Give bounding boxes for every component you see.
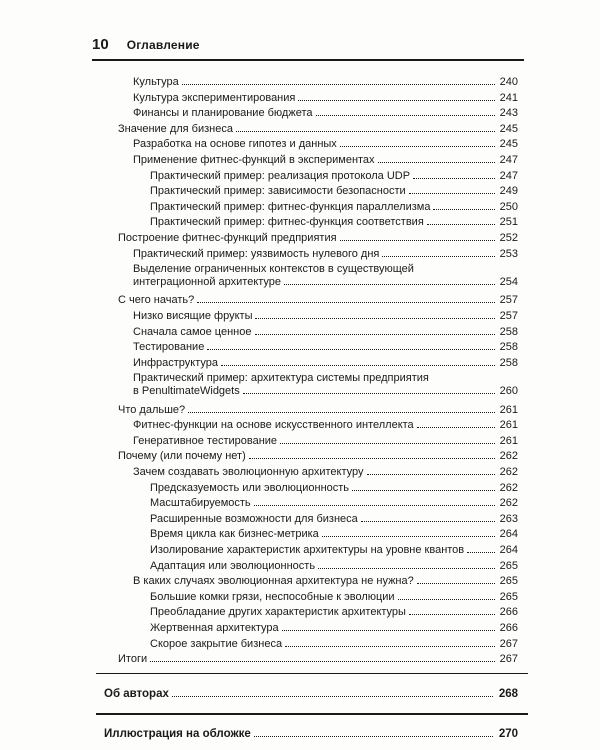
toc-entry-title: Финансы и планирование бюджета <box>133 107 313 120</box>
toc-entry-title: Время цикла как бизнес-метрика <box>150 528 319 541</box>
toc-entry-page: 262 <box>499 481 518 494</box>
dot-leader <box>188 411 495 413</box>
toc-entry-title: Значение для бизнеса <box>118 122 233 135</box>
dot-leader <box>417 582 495 584</box>
dot-leader <box>280 442 495 444</box>
toc-entry-page: 266 <box>499 622 518 634</box>
toc-entry-page: 258 <box>499 341 518 354</box>
toc-entry-page: 250 <box>499 200 518 213</box>
dot-leader <box>255 333 496 335</box>
toc-entry-title: В каких случаях эволюционная архитектура не нужна? <box>133 575 414 588</box>
toc-entry-title: Построение фитнес-функций предприятия <box>118 232 337 244</box>
toc-entry-page: 268 <box>498 687 518 700</box>
toc-entry-title: Тестирование <box>133 341 205 354</box>
toc-entry-page: 241 <box>499 91 518 104</box>
toc-entry-page: 265 <box>499 575 518 588</box>
dot-leader <box>318 567 495 569</box>
toc-entry-page: 258 <box>499 356 518 369</box>
toc-entry-page: 265 <box>499 559 518 572</box>
toc-entry-page: 260 <box>499 385 518 398</box>
toc-entry-page: 245 <box>499 138 518 151</box>
toc-entry-title: Сначала самое ценное <box>133 325 252 338</box>
toc-entry-title: Иллюстрация на обложке <box>104 728 251 741</box>
dot-leader <box>254 735 493 737</box>
dot-leader <box>413 177 495 179</box>
dot-leader <box>285 645 495 647</box>
toc-entry-title: Практический пример: реализация протокола UDP <box>150 169 411 182</box>
dot-leader <box>417 426 495 428</box>
toc-entry-page: 253 <box>499 247 518 260</box>
dot-leader <box>182 83 495 85</box>
toc-entry-page: 261 <box>499 403 518 416</box>
toc-entry-page: 266 <box>499 606 518 619</box>
toc-entry-page: 264 <box>499 544 518 556</box>
toc-entry-title: Преобладание других характеристик архитектуры <box>150 606 406 619</box>
toc-entry-page: 251 <box>499 216 518 229</box>
toc-entry-title: Масштабируемость <box>150 497 251 510</box>
dot-leader <box>398 598 495 600</box>
toc-entry-title: Низко висящие фрукты <box>133 310 253 322</box>
toc-entry-page: 240 <box>499 76 518 88</box>
toc-entry-title: Почему (или почему нет) <box>118 450 246 463</box>
toc-entry-page: 245 <box>499 122 518 135</box>
toc-entry-title: Культура экспериментирования <box>133 91 296 104</box>
toc-entry-title: Зачем создавать эволюционную архитектуру <box>133 466 364 478</box>
dot-leader <box>382 255 495 257</box>
dot-leader <box>352 489 495 491</box>
dot-leader <box>467 551 495 553</box>
toc-entry-page: 263 <box>499 512 518 525</box>
toc-entry-title: Инфраструктура <box>133 356 219 369</box>
toc-entry-page: 257 <box>499 310 518 322</box>
toc-entry-page: 267 <box>499 637 518 650</box>
toc-entry-page: 249 <box>499 185 518 198</box>
dot-leader <box>172 695 493 697</box>
dot-leader <box>427 223 495 225</box>
toc-entry-title: Об авторах <box>104 687 169 700</box>
toc-entry-title: Применение фитнес-функций в экспериментах <box>133 154 375 166</box>
toc-entry-page: 252 <box>499 232 518 244</box>
toc-entry-title: Практический пример: фитнес-функция соответствия <box>150 216 424 229</box>
toc-entry-title: Что дальше? <box>118 403 186 416</box>
toc-entry-title: интеграционной архитектуре <box>133 276 282 289</box>
toc-entry-title: Жертвенная архитектура <box>150 622 279 634</box>
toc-entry-page: 262 <box>499 497 518 510</box>
page-number: 10 <box>92 36 109 53</box>
toc-entry-title: Практический пример: уязвимость нулевого дня <box>133 247 380 260</box>
dot-leader <box>254 504 495 506</box>
toc-entry-page: 247 <box>499 154 518 166</box>
dot-leader <box>255 317 495 319</box>
toc-entry-page: 254 <box>499 276 518 289</box>
dot-leader <box>367 473 495 475</box>
dot-leader <box>282 629 495 631</box>
toc-entry-title: Выделение ограниченных контекстов в существующей <box>133 263 414 276</box>
dot-leader <box>340 239 495 241</box>
dot-leader <box>316 114 496 116</box>
toc-entry-page: 247 <box>499 169 518 182</box>
toc-entry-title: Расширенные возможности для бизнеса <box>150 512 358 525</box>
section-separator <box>96 713 528 714</box>
toc-entry-page: 261 <box>499 419 518 432</box>
toc-entry-title: Предсказуемость или эволюционность <box>150 481 350 494</box>
toc-entry-title: Практический пример: архитектура системы предприятия <box>133 372 429 385</box>
toc-entry-page: 257 <box>499 294 518 307</box>
dot-leader <box>284 283 495 285</box>
toc-entry-title: Фитнес-функции на основе искусственного интеллекта <box>133 419 414 432</box>
dot-leader <box>322 535 495 537</box>
dot-leader <box>361 520 495 522</box>
toc-entry-title: Генеративное тестирование <box>133 434 278 447</box>
header-rule <box>92 59 524 61</box>
toc-entry-title: С чего начать? <box>118 294 195 307</box>
dot-leader <box>243 392 495 394</box>
dot-leader <box>409 613 495 615</box>
toc-entry-title: Разработка на основе гипотез и данных <box>133 138 337 151</box>
toc-entry-title: Практический пример: фитнес-функция параллелизма <box>150 200 431 213</box>
toc-entry-page: 258 <box>499 325 518 338</box>
dot-leader <box>221 364 495 366</box>
dot-leader <box>249 457 495 459</box>
toc-entry-title: Большие комки грязи, неспособные к эволюции <box>150 590 395 603</box>
dot-leader <box>409 192 495 194</box>
dot-leader <box>236 130 495 132</box>
dot-leader <box>207 348 495 350</box>
toc-entry-title: Адаптация или эволюционность <box>150 559 316 572</box>
toc-entry-title: Культура <box>133 76 179 88</box>
dot-leader <box>378 161 495 163</box>
toc-entry-page: 243 <box>499 107 518 120</box>
toc-entry-page: 267 <box>499 653 518 666</box>
toc-entry-title: Скорое закрытие бизнеса <box>150 637 283 650</box>
toc-entry-title: Итоги <box>118 653 148 666</box>
dot-leader <box>150 660 495 662</box>
toc-entry-title: в PenultimateWidgets <box>133 385 240 398</box>
running-title: Оглавление <box>126 38 200 52</box>
section-separator <box>96 673 528 674</box>
toc-entry-page: 270 <box>498 728 518 741</box>
dot-leader <box>433 208 495 210</box>
running-header <box>92 36 524 53</box>
toc-entry-page: 264 <box>499 528 518 541</box>
toc-entry-title: Практический пример: зависимости безопасности <box>150 185 406 198</box>
toc-entry-page: 265 <box>499 590 518 603</box>
dot-leader <box>340 145 495 147</box>
dot-leader <box>197 301 495 303</box>
toc-entry-page: 262 <box>499 466 518 478</box>
toc-entry-title: Изолирование характеристик архитектуры на уровне квантов <box>150 544 465 556</box>
toc-entry-page: 262 <box>499 450 518 463</box>
toc-entry-page: 261 <box>499 434 518 447</box>
dot-leader <box>298 99 495 101</box>
